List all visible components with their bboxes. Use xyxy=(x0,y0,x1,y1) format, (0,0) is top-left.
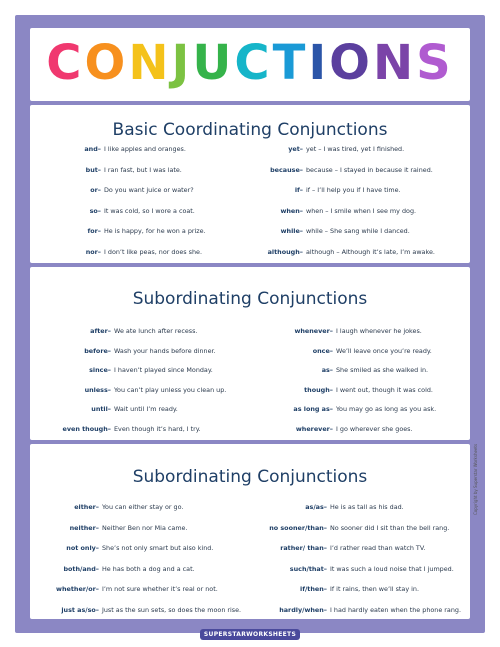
example-sentence: I had hardly eaten when the phone rang. xyxy=(330,605,461,614)
conjunction-word: nor– xyxy=(85,247,101,256)
example-sentence: No sooner did I sit than the bell rang. xyxy=(330,523,450,532)
example-sentence: I went out, though it was cold. xyxy=(336,385,433,394)
conjunction-word: neither– xyxy=(69,523,99,532)
example-sentence: She smiled as she walked in. xyxy=(336,366,429,374)
title-letter: I xyxy=(308,35,330,91)
conjunction-word: hardly/when– xyxy=(279,605,327,614)
example-sentence: We’ll leave once you’re ready. xyxy=(336,346,432,355)
section-title: Subordinating Conjunctions xyxy=(132,467,368,487)
example-sentence: Wait until I’m ready. xyxy=(114,405,178,413)
page-title xyxy=(30,28,470,101)
footer xyxy=(15,621,485,640)
conjunction-word: as– xyxy=(321,366,333,374)
section-subordinating-2 xyxy=(30,444,470,619)
example-sentence: Do you want juice or water? xyxy=(104,186,194,194)
conjunction-word: as long as– xyxy=(293,405,333,413)
example-sentence: She’s not only smart but also kind. xyxy=(102,544,214,552)
example-sentence: He has both a dog and a cat. xyxy=(102,564,195,573)
conjunction-word: if/then– xyxy=(300,585,327,593)
brand-logo: SUPERSTARWORKSHEETS xyxy=(200,629,300,640)
example-sentence: Just as the sun sets, so does the moon rise. xyxy=(102,605,242,614)
example-sentence: because – I stayed in because it rained. xyxy=(306,165,433,174)
example-sentence: If it rains, then we’ll stay in. xyxy=(330,585,420,593)
example-sentence: I haven’t played since Monday. xyxy=(114,366,213,374)
conjunction-word: whenever– xyxy=(294,327,333,335)
example-sentence: I laugh whenever he jokes. xyxy=(336,327,422,335)
conjunction-word: while– xyxy=(280,227,303,235)
poster-frame xyxy=(15,15,485,638)
title-letter: J xyxy=(171,35,193,91)
conjunction-word: as/as– xyxy=(305,503,327,511)
conjunction-word: although– xyxy=(267,247,303,256)
title-letter: T xyxy=(272,35,309,91)
conjunction-word: and– xyxy=(84,145,101,153)
example-sentence: You may go as long as you ask. xyxy=(336,405,437,413)
section-subordinating-1 xyxy=(30,267,470,440)
example-sentence: yet – I was tired, yet I finished. xyxy=(306,145,405,153)
example-sentence: although – Although it’s late, I’m awake. xyxy=(306,247,435,256)
example-sentence: Even though it’s hard, I try. xyxy=(114,424,201,433)
example-sentence: I’d rather read than watch TV. xyxy=(330,544,426,552)
conjunction-word: wherever– xyxy=(295,424,333,433)
title-letter: N xyxy=(128,35,172,91)
example-sentence: while – She sang while I danced. xyxy=(306,227,410,235)
example-sentence: You can either stay or go. xyxy=(102,503,184,511)
conjunction-word: rather/ than– xyxy=(280,544,327,552)
section-basic-coordinating xyxy=(30,105,470,263)
section-title: Subordinating Conjunctions xyxy=(132,289,368,309)
conjunction-word: yet– xyxy=(288,145,303,153)
conjunction-word: not only– xyxy=(66,544,99,552)
conjunction-word: before– xyxy=(84,346,111,355)
title-panel xyxy=(30,28,470,101)
title-letter: O xyxy=(84,35,129,91)
conjunction-word: even though– xyxy=(62,424,111,433)
conjunction-word: after– xyxy=(90,327,111,335)
conjunction-word: until– xyxy=(91,405,111,413)
conjunction-word: for– xyxy=(87,227,101,235)
title-letter: C xyxy=(234,35,273,91)
conjunction-word: if– xyxy=(294,186,303,194)
conjunction-word: no sooner/than– xyxy=(269,523,327,532)
conjunction-word: since– xyxy=(89,366,111,374)
conjunction-word: unless– xyxy=(84,385,111,394)
example-sentence: We ate lunch after recess. xyxy=(114,327,198,335)
conjunction-word: or– xyxy=(90,186,101,194)
conjunction-word: either– xyxy=(74,503,99,511)
example-sentence: I like apples and oranges. xyxy=(104,145,186,153)
example-sentence: You can’t play unless you clean up. xyxy=(114,385,227,394)
title-letter: C xyxy=(46,35,85,91)
conjunction-word: so– xyxy=(89,206,101,215)
example-sentence: It was such a loud noise that I jumped. xyxy=(330,564,454,573)
title-letter: U xyxy=(192,35,235,91)
copyright-text: Copyright by Superstar Worksheets xyxy=(473,443,478,515)
conjunction-word: though– xyxy=(304,385,333,394)
example-sentence: if – I’ll help you if I have time. xyxy=(306,186,401,194)
conjunction-word: once– xyxy=(312,346,333,355)
example-sentence: I’m not sure whether it’s real or not. xyxy=(102,585,218,593)
conjunction-word: both/and– xyxy=(63,564,99,573)
example-sentence: when – I smile when I see my dog. xyxy=(306,206,417,215)
conjunction-word: just as/so– xyxy=(61,605,99,614)
example-sentence: Neither Ben nor Mia came. xyxy=(102,523,188,532)
title-letter: O xyxy=(329,35,373,91)
example-sentence: I go wherever she goes. xyxy=(336,424,413,433)
example-sentence: Wash your hands before dinner. xyxy=(114,346,216,355)
section-title: Basic Coordinating Conjunctions xyxy=(112,120,388,140)
conjunction-word: but– xyxy=(85,165,101,174)
title-letter: S xyxy=(416,35,454,91)
example-sentence: I ran fast, but I was late. xyxy=(104,165,182,174)
example-sentence: He is as tall as his dad. xyxy=(330,503,404,511)
title-letter: N xyxy=(372,35,417,91)
conjunction-word: when– xyxy=(280,206,303,215)
example-sentence: It was cold, so I wore a coat. xyxy=(104,206,195,215)
conjunction-word: such/that– xyxy=(289,564,327,573)
example-sentence: He is happy, for he won a prize. xyxy=(104,227,206,235)
conjunction-word: whether/or– xyxy=(56,585,99,593)
conjunction-word: because– xyxy=(270,165,303,174)
example-sentence: I don’t like peas, nor does she. xyxy=(104,247,203,256)
